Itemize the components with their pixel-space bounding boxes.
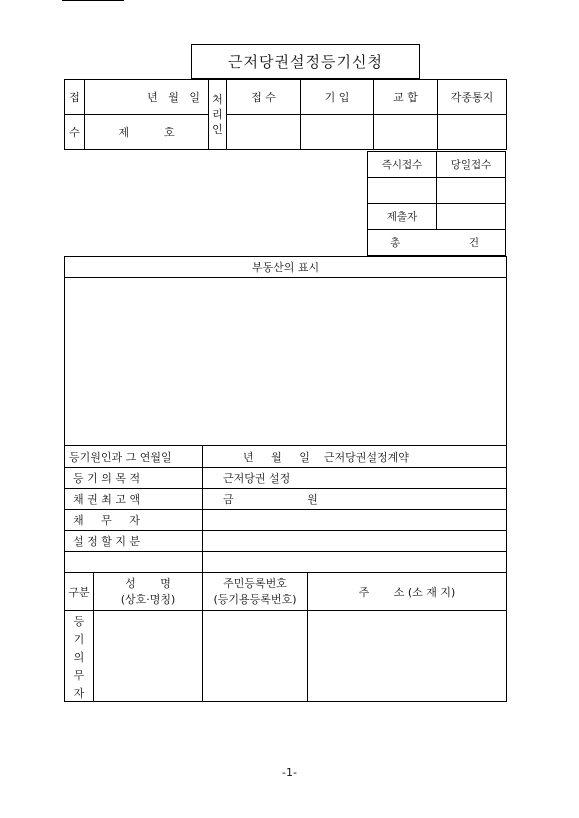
reception-label-bottom: 수	[65, 115, 85, 150]
col-check: 교 합	[374, 80, 438, 115]
property-description-area[interactable]	[65, 278, 507, 446]
party-kind-header: 구분	[65, 573, 94, 611]
share-value[interactable]	[203, 531, 507, 552]
purpose-value[interactable]: 근저당권 설정	[203, 468, 507, 489]
reception-date: 년 월 일	[85, 80, 209, 115]
entry-cell[interactable]	[301, 115, 374, 150]
check-cell[interactable]	[374, 115, 438, 150]
same-day-filing-label: 당일접수	[437, 152, 506, 178]
share-label: 설 정 할 지 분	[65, 531, 203, 552]
amount-value[interactable]: 금 원	[203, 489, 507, 510]
process-stamp-label: 처 리 인	[209, 80, 227, 150]
col-notices: 각종통지	[438, 80, 507, 115]
cause-value[interactable]: 년 월 일 근저당권설정계약	[203, 446, 507, 468]
amount-label: 채 권 최 고 액	[65, 489, 203, 510]
submitter-cell[interactable]	[437, 204, 506, 230]
filing-status-table	[367, 151, 506, 256]
immediate-filing-cell[interactable]	[368, 178, 437, 204]
debtor-value[interactable]	[203, 510, 507, 531]
blank-row-left	[65, 552, 203, 573]
page-number: -1-	[282, 766, 297, 779]
main-form-table	[64, 256, 507, 702]
obligor-label: 등 기 의 무 자	[65, 611, 94, 702]
purpose-label: 등 기 의 목 적	[65, 468, 203, 489]
immediate-filing-label: 즉시접수	[368, 152, 437, 178]
party-address-header: 주 소 (소 재 지)	[308, 573, 507, 611]
col-reception: 접 수	[227, 80, 301, 115]
debtor-label: 채 무 자	[65, 510, 203, 531]
property-header: 부동산의 표시	[65, 257, 507, 278]
same-day-filing-cell[interactable]	[437, 178, 506, 204]
reception-cell[interactable]	[227, 115, 301, 150]
cause-label: 등기원인과 그 연월일	[65, 446, 203, 468]
top-rule	[62, 0, 124, 1]
total-count-row: 총 건	[368, 230, 506, 256]
form-title	[191, 44, 420, 79]
party-name-header: 성 명 (상호·명칭)	[94, 573, 203, 611]
reception-number: 제 호	[85, 115, 209, 150]
submitter-label: 제출자	[368, 204, 437, 230]
notices-cell[interactable]	[438, 115, 507, 150]
obligor-address-cell[interactable]	[308, 611, 507, 702]
reception-table	[64, 79, 507, 150]
form-title-text: 근저당권설정등기신청	[228, 53, 383, 71]
obligor-name-cell[interactable]	[94, 611, 203, 702]
reception-label-top: 접	[65, 80, 85, 115]
col-entry: 기 입	[301, 80, 374, 115]
blank-row-right[interactable]	[203, 552, 507, 573]
party-id-header: 주민등록번호 (등기용등록번호)	[203, 573, 308, 611]
obligor-id-cell[interactable]	[203, 611, 308, 702]
